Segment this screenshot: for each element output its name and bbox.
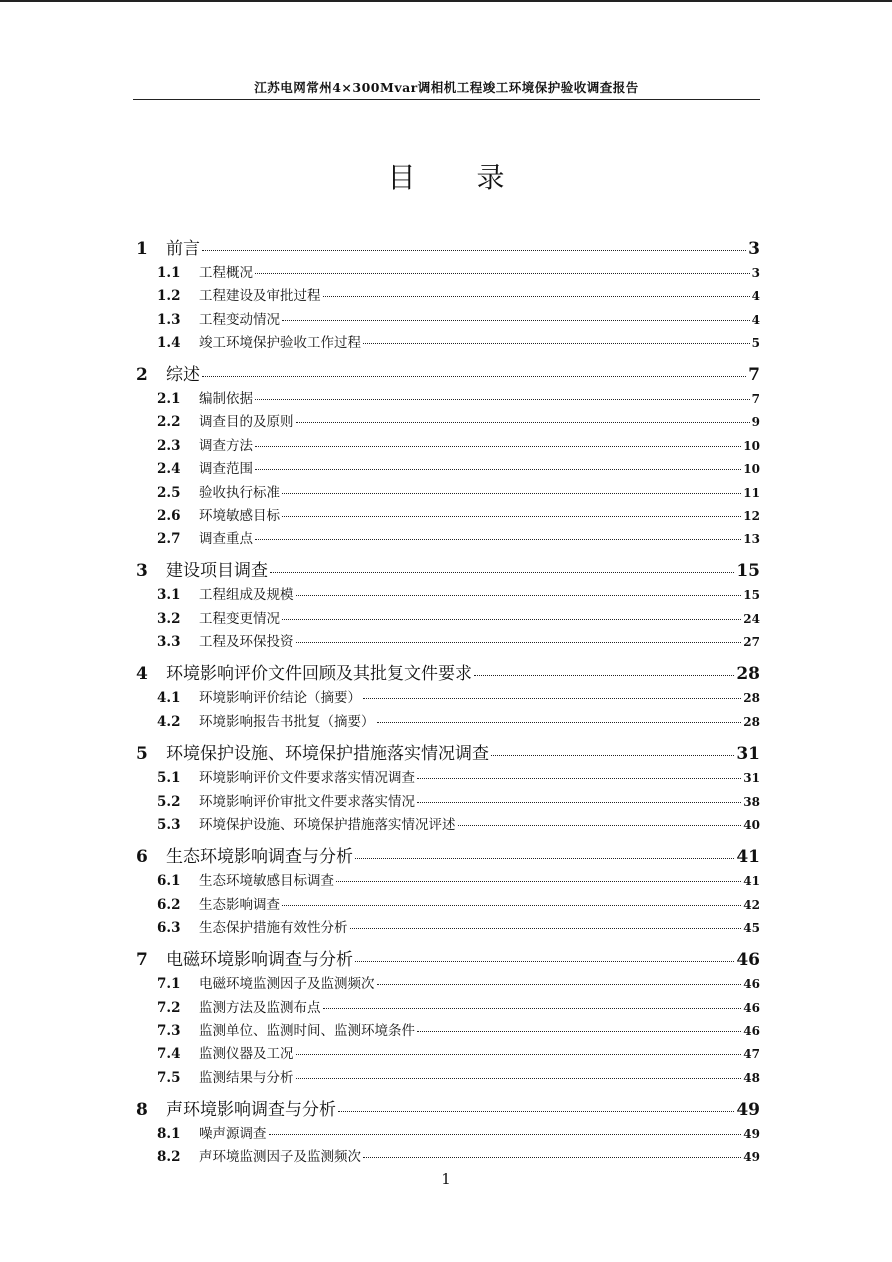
toc-entry-number: 5 bbox=[136, 744, 148, 764]
toc-entry-label: 监测仪器及工况 bbox=[199, 1046, 294, 1062]
toc-entry-page: 27 bbox=[743, 635, 760, 649]
toc-entry-number: 1.1 bbox=[157, 265, 181, 281]
toc-entry-label: 监测方法及监测布点 bbox=[199, 1000, 321, 1016]
toc-dot-leader bbox=[417, 1030, 741, 1032]
toc-entry-page: 48 bbox=[743, 1071, 760, 1085]
toc-entry-page: 12 bbox=[743, 509, 760, 523]
toc-entry-page: 28 bbox=[736, 664, 760, 684]
toc-entry-label: 生态环境影响调查与分析 bbox=[166, 847, 353, 867]
toc-entry-label: 工程变动情况 bbox=[199, 312, 280, 328]
toc-dot-leader bbox=[282, 515, 741, 517]
toc-section-entry[interactable] bbox=[133, 996, 760, 1016]
toc-entry-number: 2.5 bbox=[157, 485, 181, 501]
toc-entry-number: 3.2 bbox=[157, 611, 181, 627]
toc-entry-label: 生态影响调查 bbox=[199, 897, 280, 913]
toc-entry-label: 前言 bbox=[166, 239, 200, 259]
toc-dot-leader bbox=[269, 1133, 742, 1135]
toc-entry-page: 3 bbox=[748, 239, 760, 259]
toc-dot-leader bbox=[255, 272, 750, 274]
toc-chapter-entry[interactable] bbox=[133, 234, 760, 259]
toc-section-entry[interactable] bbox=[133, 481, 760, 501]
toc-entry-label: 环境影响评价审批文件要求落实情况 bbox=[199, 794, 415, 810]
toc-entry-label: 声环境监测因子及监测频次 bbox=[199, 1149, 361, 1165]
toc-entry-number: 6.1 bbox=[157, 873, 181, 889]
toc-dot-leader bbox=[491, 754, 734, 756]
toc-section-entry[interactable] bbox=[133, 387, 760, 407]
toc-dot-leader bbox=[296, 1053, 742, 1055]
toc-section-entry[interactable] bbox=[133, 1066, 760, 1086]
toc-entry-number: 5.2 bbox=[157, 794, 181, 810]
toc-section-entry[interactable] bbox=[133, 1145, 760, 1165]
toc-entry-label: 生态环境敏感目标调查 bbox=[199, 873, 334, 889]
toc-entry-number: 8.1 bbox=[157, 1126, 181, 1142]
toc-section-entry[interactable] bbox=[133, 630, 760, 650]
toc-entry-label: 环境保护设施、环境保护措施落实情况评述 bbox=[199, 817, 456, 833]
toc-dot-leader bbox=[202, 375, 746, 377]
toc-entry-number: 7.2 bbox=[157, 1000, 181, 1016]
toc-entry-page: 41 bbox=[743, 874, 760, 888]
toc-entry-number: 4.1 bbox=[157, 690, 181, 706]
toc-dot-leader bbox=[255, 445, 741, 447]
toc-entry-label: 建设项目调查 bbox=[166, 561, 268, 581]
toc-entry-page: 10 bbox=[743, 439, 760, 453]
toc-section-entry[interactable] bbox=[133, 790, 760, 810]
toc-title: 目 录 bbox=[387, 161, 531, 194]
toc-entry-label: 工程建设及审批过程 bbox=[199, 288, 321, 304]
toc-section-entry[interactable] bbox=[133, 916, 760, 936]
toc-entry-number: 7 bbox=[136, 950, 148, 970]
toc-entry-page: 41 bbox=[736, 847, 760, 867]
toc-dot-leader bbox=[336, 880, 741, 882]
toc-dot-leader bbox=[338, 1110, 734, 1112]
toc-chapter-entry[interactable] bbox=[133, 556, 760, 581]
toc-section-entry[interactable] bbox=[133, 457, 760, 477]
toc-section-entry[interactable] bbox=[133, 1122, 760, 1142]
toc-section-entry[interactable] bbox=[133, 766, 760, 786]
toc-dot-leader bbox=[255, 398, 750, 400]
toc-section-entry[interactable] bbox=[133, 308, 760, 328]
toc-dot-leader bbox=[282, 618, 741, 620]
toc-entry-label: 监测结果与分析 bbox=[199, 1070, 294, 1086]
toc-entry-number: 2.7 bbox=[157, 531, 181, 547]
page-top-border bbox=[0, 0, 892, 2]
toc-dot-leader bbox=[350, 927, 742, 929]
toc-dot-leader bbox=[323, 1007, 742, 1009]
toc-entry-number: 1.2 bbox=[157, 288, 181, 304]
toc-entry-page: 42 bbox=[743, 898, 760, 912]
toc-entry-page: 15 bbox=[743, 588, 760, 602]
toc-entry-label: 噪声源调查 bbox=[199, 1126, 267, 1142]
toc-dot-leader bbox=[355, 960, 734, 962]
toc-entry-number: 2 bbox=[136, 365, 148, 385]
toc-entry-number: 4 bbox=[136, 664, 148, 684]
toc-dot-leader bbox=[323, 295, 750, 297]
toc-dot-leader bbox=[282, 904, 741, 906]
toc-dot-leader bbox=[282, 319, 750, 321]
toc-entry-page: 46 bbox=[743, 1024, 760, 1038]
toc-entry-page: 9 bbox=[751, 415, 760, 429]
toc-dot-leader bbox=[296, 594, 742, 596]
toc-entry-page: 47 bbox=[743, 1047, 760, 1061]
toc-entry-number: 3.1 bbox=[157, 587, 181, 603]
toc-entry-number: 3.3 bbox=[157, 634, 181, 650]
toc-chapter-entry[interactable] bbox=[133, 1095, 760, 1120]
toc-dot-leader bbox=[474, 674, 734, 676]
toc-section-entry[interactable] bbox=[133, 607, 760, 627]
toc-entry-label: 调查范围 bbox=[199, 461, 253, 477]
toc-entry-page: 4 bbox=[751, 313, 760, 327]
toc-section-entry[interactable] bbox=[133, 686, 760, 706]
toc-dot-leader bbox=[417, 801, 741, 803]
toc-dot-leader bbox=[270, 571, 734, 573]
toc-dot-leader bbox=[255, 538, 741, 540]
toc-entry-page: 28 bbox=[743, 715, 760, 729]
toc-entry-page: 31 bbox=[743, 771, 760, 785]
toc-entry-label: 工程组成及规模 bbox=[199, 587, 294, 603]
toc-section-entry[interactable] bbox=[133, 261, 760, 281]
toc-section-entry[interactable] bbox=[133, 1019, 760, 1039]
toc-dot-leader bbox=[202, 249, 746, 251]
toc-entry-number: 6.2 bbox=[157, 897, 181, 913]
toc-entry-page: 49 bbox=[743, 1150, 760, 1164]
toc-entry-label: 编制依据 bbox=[199, 391, 253, 407]
toc-entry-number: 1 bbox=[136, 239, 148, 259]
toc-entry-number: 8.2 bbox=[157, 1149, 181, 1165]
header-rule bbox=[133, 99, 760, 100]
toc-dot-leader bbox=[296, 421, 750, 423]
toc-section-entry[interactable] bbox=[133, 331, 760, 351]
toc-dot-leader bbox=[458, 824, 742, 826]
toc-section-entry[interactable] bbox=[133, 284, 760, 304]
toc-entry-label: 电磁环境监测因子及监测频次 bbox=[199, 976, 375, 992]
toc-entry-number: 6 bbox=[136, 847, 148, 867]
toc-dot-leader bbox=[282, 492, 741, 494]
toc-entry-page: 38 bbox=[743, 795, 760, 809]
toc-dot-leader bbox=[363, 1156, 741, 1158]
toc-entry-label: 监测单位、监测时间、监测环境条件 bbox=[199, 1023, 415, 1039]
toc-entry-label: 调查方法 bbox=[199, 438, 253, 454]
toc-chapter-entry[interactable] bbox=[133, 739, 760, 764]
toc-entry-page: 4 bbox=[751, 289, 760, 303]
toc-entry-page: 7 bbox=[751, 392, 760, 406]
toc-entry-page: 40 bbox=[743, 818, 760, 832]
toc-entry-page: 46 bbox=[743, 977, 760, 991]
toc-dot-leader bbox=[296, 1077, 742, 1079]
toc-dot-leader bbox=[377, 983, 742, 985]
toc-chapter-entry[interactable] bbox=[133, 842, 760, 867]
toc-entry-page: 15 bbox=[736, 561, 760, 581]
toc-entry-page: 46 bbox=[743, 1001, 760, 1015]
toc-entry-label: 综述 bbox=[166, 365, 200, 385]
toc-entry-label: 环境影响评价结论（摘要） bbox=[199, 690, 361, 706]
toc-entry-number: 2.6 bbox=[157, 508, 181, 524]
toc-entry-number: 5.1 bbox=[157, 770, 181, 786]
toc-section-entry[interactable] bbox=[133, 1042, 760, 1062]
toc-section-entry[interactable] bbox=[133, 583, 760, 603]
toc-entry-label: 生态保护措施有效性分析 bbox=[199, 920, 348, 936]
toc-section-entry[interactable] bbox=[133, 893, 760, 913]
toc-entry-page: 24 bbox=[743, 612, 760, 626]
toc-entry-label: 调查重点 bbox=[199, 531, 253, 547]
toc-entry-page: 5 bbox=[751, 336, 760, 350]
toc-dot-leader bbox=[255, 468, 741, 470]
toc-entry-label: 环境影响评价文件回顾及其批复文件要求 bbox=[166, 664, 472, 684]
running-header: 江苏电网常州4×300Mvar调相机工程竣工环境保护验收调查报告 bbox=[254, 80, 639, 95]
toc-entry-number: 7.1 bbox=[157, 976, 181, 992]
toc-section-entry[interactable] bbox=[133, 869, 760, 889]
toc-section-entry[interactable] bbox=[133, 972, 760, 992]
toc-entry-label: 工程及环保投资 bbox=[199, 634, 294, 650]
toc-entry-page: 7 bbox=[748, 365, 760, 385]
toc-entry-page: 49 bbox=[743, 1127, 760, 1141]
page-number: 1 bbox=[441, 1170, 451, 1188]
toc-section-entry[interactable] bbox=[133, 434, 760, 454]
toc-entry-number: 5.3 bbox=[157, 817, 181, 833]
toc-dot-leader bbox=[417, 777, 741, 779]
toc-chapter-entry[interactable] bbox=[133, 659, 760, 684]
toc-dot-leader bbox=[296, 641, 742, 643]
toc-entry-number: 4.2 bbox=[157, 714, 181, 730]
toc-entry-number: 1.4 bbox=[157, 335, 181, 351]
toc-entry-page: 28 bbox=[743, 691, 760, 705]
toc-entry-label: 环境敏感目标 bbox=[199, 508, 280, 524]
toc-entry-number: 2.4 bbox=[157, 461, 181, 477]
toc-entry-label: 工程变更情况 bbox=[199, 611, 280, 627]
toc-entry-page: 45 bbox=[743, 921, 760, 935]
toc-entry-page: 46 bbox=[736, 950, 760, 970]
toc-entry-label: 电磁环境影响调查与分析 bbox=[166, 950, 353, 970]
toc-section-entry[interactable] bbox=[133, 527, 760, 547]
toc-entry-number: 2.1 bbox=[157, 391, 181, 407]
toc-entry-label: 环境影响评价文件要求落实情况调查 bbox=[199, 770, 415, 786]
toc-entry-number: 2.3 bbox=[157, 438, 181, 454]
toc-entry-number: 7.5 bbox=[157, 1070, 181, 1086]
toc-section-entry[interactable] bbox=[133, 410, 760, 430]
toc-dot-leader bbox=[377, 721, 742, 723]
toc-entry-label: 工程概况 bbox=[199, 265, 253, 281]
toc-entry-number: 2.2 bbox=[157, 414, 181, 430]
toc-entry-number: 1.3 bbox=[157, 312, 181, 328]
toc-entry-number: 8 bbox=[136, 1100, 148, 1120]
toc-entry-label: 竣工环境保护验收工作过程 bbox=[199, 335, 361, 351]
toc-dot-leader bbox=[355, 857, 734, 859]
toc-entry-number: 7.4 bbox=[157, 1046, 181, 1062]
toc-entry-number: 6.3 bbox=[157, 920, 181, 936]
toc-entry-page: 13 bbox=[743, 532, 760, 546]
toc-section-entry[interactable] bbox=[133, 504, 760, 524]
toc-entry-number: 3 bbox=[136, 561, 148, 581]
toc-entry-label: 验收执行标准 bbox=[199, 485, 280, 501]
toc-entry-page: 10 bbox=[743, 462, 760, 476]
toc-entry-label: 声环境影响调查与分析 bbox=[166, 1100, 336, 1120]
toc-entry-number: 7.3 bbox=[157, 1023, 181, 1039]
toc-chapter-entry[interactable] bbox=[133, 945, 760, 970]
toc-entry-page: 49 bbox=[736, 1100, 760, 1120]
toc-entry-page: 31 bbox=[736, 744, 760, 764]
toc-section-entry[interactable] bbox=[133, 813, 760, 833]
toc-entry-label: 调查目的及原则 bbox=[199, 414, 294, 430]
toc-entry-page: 3 bbox=[751, 266, 760, 280]
toc-section-entry[interactable] bbox=[133, 710, 760, 730]
toc-entry-label: 环境保护设施、环境保护措施落实情况调查 bbox=[166, 744, 489, 764]
toc-entry-page: 11 bbox=[743, 486, 760, 500]
toc-dot-leader bbox=[363, 342, 750, 344]
toc-entry-label: 环境影响报告书批复（摘要） bbox=[199, 714, 375, 730]
toc-chapter-entry[interactable] bbox=[133, 360, 760, 385]
toc-dot-leader bbox=[363, 697, 741, 699]
